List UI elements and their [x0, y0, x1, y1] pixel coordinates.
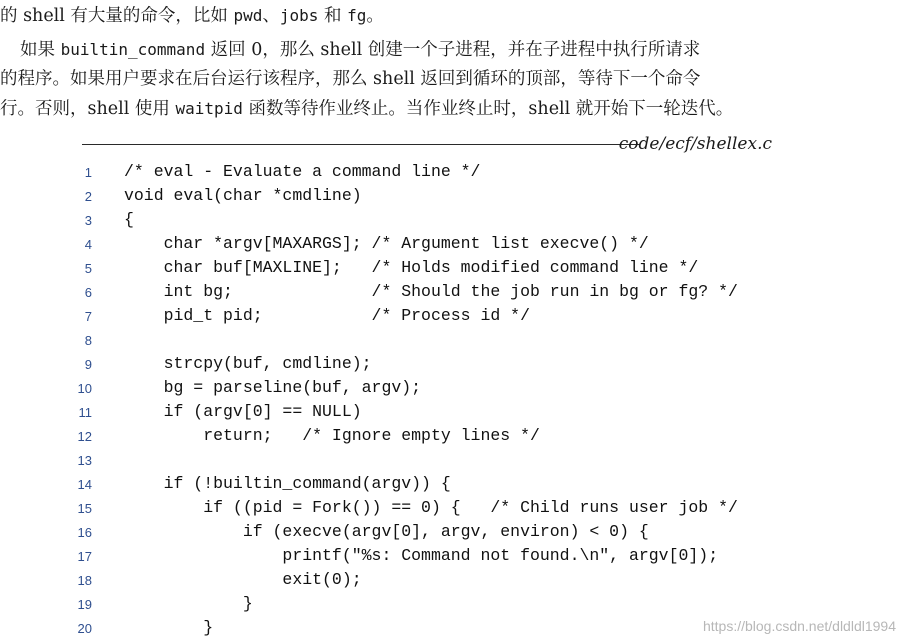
code-filename: code/ecf/shellex.c [618, 134, 772, 154]
code-line [0, 280, 904, 304]
code-text: char buf[MAXLINE]; /* Holds modified command line */ [124, 258, 699, 277]
code-text: { [124, 210, 134, 229]
prose-line-2 [0, 37, 904, 63]
code-line [0, 568, 904, 592]
prose-line-1 [0, 3, 904, 29]
code-text: printf("%s: Command not found.\n", argv[0]); [124, 546, 719, 565]
code-line [0, 376, 904, 400]
code-text: char *argv[MAXARGS]; /* Argument list execve() */ [124, 234, 649, 253]
prose-text: 返回 0，那么 shell 创建一个子进程，并在子进程中执行所请求 [205, 40, 701, 60]
line-number: 8 [84, 333, 92, 348]
inline-code-waitpid: waitpid [175, 99, 243, 118]
code-line [0, 184, 904, 208]
line-number: 14 [77, 477, 92, 492]
code-text: if (execve(argv[0], argv, environ) < 0) { [124, 522, 649, 541]
line-number: 17 [77, 549, 92, 564]
code-text: return; /* Ignore empty lines */ [124, 426, 540, 445]
line-number: 2 [84, 189, 92, 204]
prose-text: 。 [366, 6, 384, 26]
code-line [0, 424, 904, 448]
code-line [0, 544, 904, 568]
line-number: 18 [77, 573, 92, 588]
line-number: 20 [77, 621, 92, 636]
code-line [0, 256, 904, 280]
code-line [0, 160, 904, 184]
prose-line-4 [0, 96, 904, 122]
prose-text: 函数等待作业终止。当作业终止时，shell 就开始下一轮迭代。 [242, 99, 734, 119]
line-number: 5 [84, 261, 92, 276]
code-line [0, 496, 904, 520]
code-text: exit(0); [124, 570, 362, 589]
prose-text: 的程序。如果用户要求在后台运行该程序，那么 shell 返回到循环的顶部，等待下一个命令 [0, 69, 701, 89]
line-number: 1 [84, 165, 92, 180]
code-text: bg = parseline(buf, argv); [124, 378, 422, 397]
line-number: 16 [77, 525, 92, 540]
inline-code-fg: fg [347, 6, 367, 25]
line-number: 15 [77, 501, 92, 516]
code-line [0, 352, 904, 376]
line-number: 12 [77, 429, 92, 444]
code-line [0, 232, 904, 256]
line-number: 7 [84, 309, 92, 324]
prose-line-3 [0, 66, 904, 92]
code-line [0, 328, 904, 352]
prose-text: 如果 [20, 40, 61, 60]
code-text: void eval(char *cmdline) [124, 186, 362, 205]
code-text: if (!builtin_command(argv)) { [124, 474, 451, 493]
code-listing [0, 160, 904, 640]
code-text: int bg; /* Should the job run in bg or fg? */ [124, 282, 738, 301]
line-number: 3 [84, 213, 92, 228]
code-text: if (argv[0] == NULL) [124, 402, 362, 421]
watermark: https://blog.csdn.net/dldldl1994 [702, 618, 896, 634]
line-number: 11 [78, 405, 92, 420]
code-line [0, 592, 904, 616]
code-line [0, 472, 904, 496]
line-number: 4 [84, 237, 92, 252]
prose-text: 的 shell 有大量的命令，比如 [0, 6, 234, 26]
line-number: 9 [84, 357, 92, 372]
header-rule [82, 144, 640, 145]
inline-code-pwd: pwd [233, 6, 263, 25]
code-text: strcpy(buf, cmdline); [124, 354, 372, 373]
line-number: 13 [77, 453, 92, 468]
code-text: /* eval - Evaluate a command line */ [124, 162, 481, 181]
code-text: if ((pid = Fork()) == 0) { /* Child runs user job */ [124, 498, 738, 517]
prose-text: 、 [262, 6, 280, 26]
code-line [0, 304, 904, 328]
prose-text: 行。否则，shell 使用 [0, 99, 176, 119]
code-line [0, 208, 904, 232]
code-line [0, 400, 904, 424]
line-number: 6 [84, 285, 92, 300]
line-number: 10 [77, 381, 92, 396]
inline-code-builtin-command: builtin_command [60, 40, 206, 59]
code-listing-header [82, 134, 788, 154]
code-line [0, 520, 904, 544]
code-text: } [124, 618, 214, 637]
inline-code-jobs: jobs [279, 6, 319, 25]
prose-text: 和 [318, 6, 348, 26]
code-text: pid_t pid; /* Process id */ [124, 306, 530, 325]
code-line [0, 448, 904, 472]
line-number: 19 [77, 597, 92, 612]
code-text: } [124, 594, 253, 613]
